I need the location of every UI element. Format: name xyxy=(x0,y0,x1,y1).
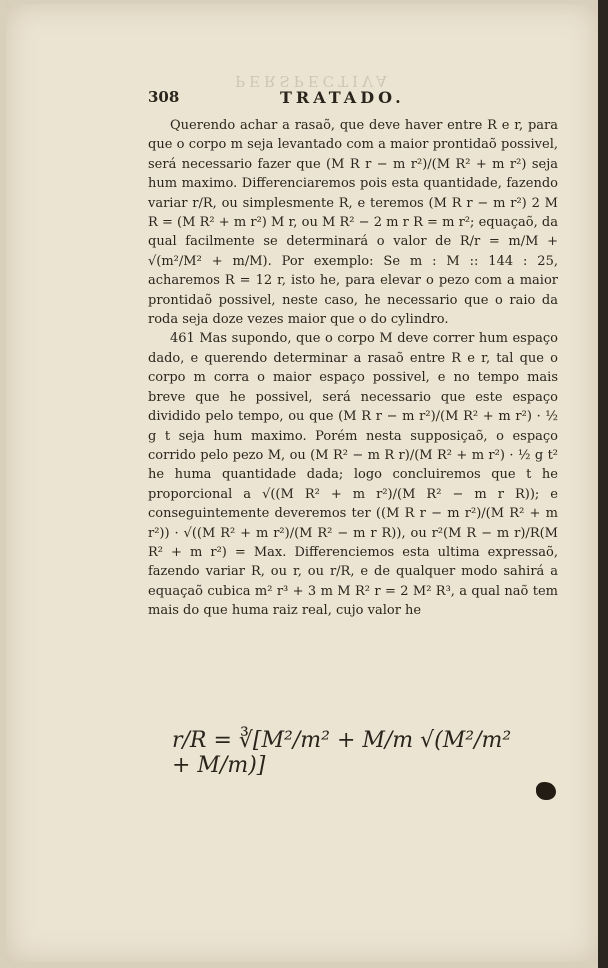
body-text xyxy=(148,116,558,621)
running-head: TRATADO. xyxy=(280,88,405,107)
final-equation: r/R = ∛[M²/m² + M/m √(M²/m² + M/m)] xyxy=(172,728,512,778)
bleed-through-text: PERSPECTIVA xyxy=(235,72,391,90)
page-number: 308 xyxy=(148,88,180,106)
paragraph-461: 461 Mas supondo, que o corpo M deve correr hum espaço dado, e querendo determinar a rasaõ entre R e r, tal que o corpo m corra o maior espaço possivel, e no tempo mais breve que he possivel, será necessario que este espaço dividido pelo tempo, ou que (M R r − m r²)/(M R² + m r²) · ½ g t seja hum maximo. Porém nesta supposiçaõ, o espaço corrido pelo pezo M, ou (M R² − m R r)/(M R² + m r²) · ½ g t² he huma quantidade dada; logo concluiremos que t he proporcional a √((M R² + m r²)/(M R² − m r R)); e conseguintemente deveremos ter ((M R r − m r²)/(M R² + m r²)) · √((M R² + m r²)/(M R² − m r R)), ou r²(M R − m r)/R(M R² + m r²) = Max. Differenciemos esta ultima expressaõ, fazendo variar R, ou r, ou r/R, e de qualquer modo sahirá a equaçaõ cubica m² r³ + 3 m M R² r = 2 M² R³, a qual naõ tem mais do que huma raiz real, cujo valor he xyxy=(148,331,558,619)
page-edge xyxy=(598,0,608,968)
paragraph-460: Querendo achar a rasaõ, que deve haver entre R e r, para que o corpo m seja levantado com a maior prontidaõ possivel, será necessario fazer que (M R r − m r²)/(M R² + m r²) seja hum maximo. Differenciaremos pois esta quantidade, fazendo variar r/R, ou simplesmente R, e teremos (M R r − m r²) 2 M R = (M R² + m r²) M r, ou M R² − 2 m r R = m r²; equaçaõ, da qual facilmente se determinará o valor de R/r = m/M + √(m²/M² + m/M). Por exemplo: Se m : M :: 144 : 25, acharemos R = 12 r, isto he, para elevar o pezo com a maior prontidaõ possivel, neste caso, he necessario que o raio da roda seja doze vezes maior que o do cylindro. xyxy=(148,118,558,328)
ink-blot xyxy=(536,782,556,800)
page-header xyxy=(148,88,558,110)
